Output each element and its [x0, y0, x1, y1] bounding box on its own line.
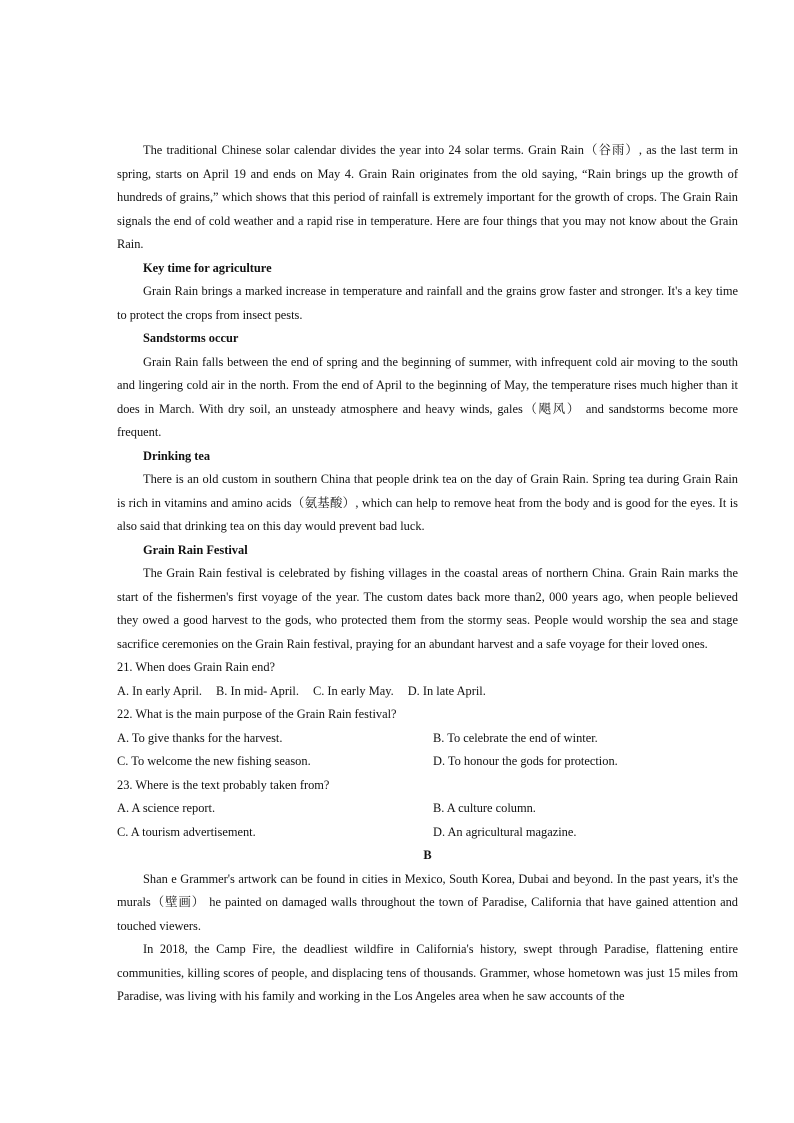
question-23-stem: 23. Where is the text probably taken from?: [117, 777, 330, 792]
question-23-options-row-1: [117, 797, 738, 821]
question-23-option-d[interactable]: D. An agricultural magazine.: [433, 824, 577, 839]
section-heading-agriculture: Key time for agriculture: [143, 260, 272, 275]
question-22-options-row-1: [117, 727, 738, 751]
question-22-stem: 22. What is the main purpose of the Grain Rain festival?: [117, 707, 397, 721]
question-23-option-c[interactable]: C. A tourism advertisement.: [117, 824, 256, 839]
section-body-festival: The Grain Rain festival is celebrated by fishing villages in the coastal areas of northern China. Grain Rain marks the start of the fishermen's first voyage of the year. The custom dates back more than2, 000 years ago, when people believed they owed a good harvest to the gods, who protected them from the stormy seas. People would worship the sea and stage sacrifice ceremonies on the Grain Rain festival, praying for an abundant harvest and a safe voyage for their loved ones.: [117, 566, 738, 651]
passage-b-paragraph-2: In 2018, the Camp Fire, the deadliest wildfire in California's history, swept through Paradise, flattening entire communities, killing scores of people, and displacing tens of thousands. Grammer, whose hometown was just 15 miles from Paradise, was living with his family and working in the Los Angeles area when he saw accounts of the: [117, 942, 738, 1003]
question-21-stem: 21. When does Grain Rain end?: [117, 660, 276, 674]
section-heading-festival: Grain Rain Festival: [143, 542, 248, 557]
section-heading-sandstorms: Sandstorms occur: [143, 331, 239, 345]
section-body-tea: There is an old custom in southern China that people drink tea on the day of Grain Rain. Spring tea during Grain Rain is rich in vitamins and amino acids（氨基酸）, which can help to remove heat from the body and is good for the eyes. It is also said that drinking tea on this day would prevent bad luck.: [117, 472, 738, 533]
question-22-option-c[interactable]: C. To welcome the new fishing season.: [117, 754, 311, 768]
question-22-options-row-2: [117, 750, 738, 774]
question-23-options-row-2: [117, 821, 738, 845]
question-22-option-d[interactable]: D. To honour the gods for protection.: [433, 754, 618, 768]
section-heading-tea: Drinking tea: [143, 448, 211, 463]
question-21-option-a[interactable]: A. In early April.: [117, 683, 202, 698]
passage-b-paragraph-1: Shan e Grammer's artwork can be found in cities in Mexico, South Korea, Dubai and beyond. In the past years, it's the murals（壁画） he painted on damaged walls throughout the town of Paradise, California that have gained attention and touched viewers.: [117, 871, 738, 933]
question-21-options: [117, 680, 738, 704]
question-22-option-a[interactable]: A. To give thanks for the harvest.: [117, 730, 283, 745]
section-body-agriculture: Grain Rain brings a marked increase in temperature and rainfall and the grains grow faster and stronger. It's a key time to protect the crops from insect pests.: [117, 284, 738, 322]
question-21-option-d[interactable]: D. In late April.: [407, 683, 486, 698]
question-21-option-c[interactable]: C. In early May.: [312, 683, 394, 698]
question-23-option-a[interactable]: A. A science report.: [117, 801, 216, 815]
passage-b-letter: B: [423, 848, 432, 862]
passage-a-intro: The traditional Chinese solar calendar divides the year into 24 solar terms. Grain Rain（谷雨）, as the last term in spring, starts on April 19 and ends on May 4. Grain Rain originates from the old saying, “Rain brings up the growth of hundreds of grains,” which shows that this period of rainfall is extremely important for the growth of crops. The Grain Rain signals the end of cold weather and a rapid rise in temperature. Here are four things that you may not know about the Grain Rain.: [117, 143, 738, 251]
document-content: [117, 139, 738, 1009]
question-21-option-b[interactable]: B. In mid- April.: [216, 683, 299, 698]
section-body-sandstorms: Grain Rain falls between the end of spring and the beginning of summer, with infrequent cold air moving to the south and lingering cold air in the north. From the end of April to the beginning of May, the temperature rises much higher than it does in March. With dry soil, an unsteady atmosphere and heavy winds, gales（飓风） and sandstorms become more frequent.: [117, 354, 738, 439]
question-22-option-b[interactable]: B. To celebrate the end of winter.: [433, 730, 598, 745]
question-23-option-b[interactable]: B. A culture column.: [433, 801, 536, 815]
